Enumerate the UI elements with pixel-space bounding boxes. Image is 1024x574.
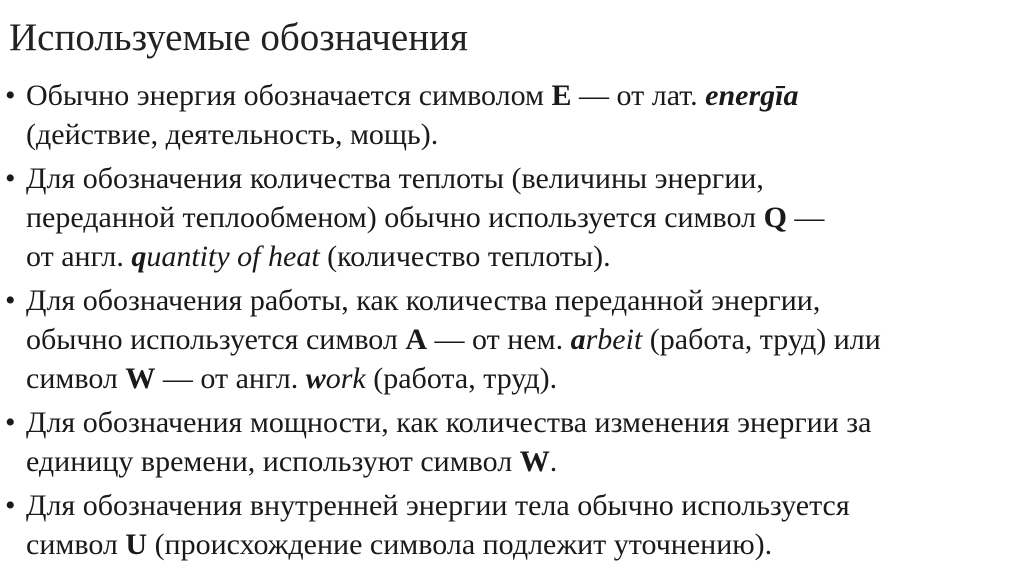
text: . (549, 445, 558, 478)
text: обычно используется символ (26, 323, 406, 356)
bullet-line: Для обозначения внутренней энергии тела обычно используется (26, 489, 850, 522)
latin-term: energīa (705, 79, 799, 112)
bullet-line (26, 76, 1024, 115)
bullet-dot-icon: • (5, 79, 16, 112)
bullet-line: Для обозначения работы, как количества переданной энергии, (26, 284, 821, 317)
bullet-line (26, 198, 1024, 237)
bullet-line (26, 359, 1024, 398)
bullet-item-energy (0, 76, 1024, 154)
text: — от нем. (427, 323, 571, 356)
text: — (786, 201, 825, 234)
text: — от лат. (571, 79, 706, 112)
bullet-dot-icon: • (5, 284, 16, 317)
text: (работа, труд) или (642, 323, 881, 356)
bullet-line (26, 525, 1024, 564)
text: символ (26, 528, 126, 561)
text: — от англ. (155, 362, 306, 395)
text: (количество теплоты). (319, 240, 611, 273)
bullet-line: Для обозначения количества теплоты (величины энергии, (26, 162, 764, 195)
text: единицу времени, используют символ (26, 445, 520, 478)
bullet-line (26, 442, 1024, 481)
symbol-w: W (125, 362, 156, 395)
english-term-initial: q (131, 240, 147, 273)
bullet-item-power (0, 403, 1024, 481)
text: (работа, труд). (365, 362, 558, 395)
bullet-item-heat (0, 159, 1024, 276)
symbol-q: Q (763, 201, 787, 234)
slide-title: Используемые обозначения (9, 16, 468, 59)
text: от англ. (26, 240, 132, 273)
text: Обычно энергия обозначается символом (26, 79, 552, 112)
bullet-item-internal-energy (0, 486, 1024, 564)
bullet-list (0, 76, 1024, 569)
bullet-item-work (0, 281, 1024, 398)
text: (происхождение символа подлежит уточнению). (147, 528, 773, 561)
bullet-line (26, 237, 1024, 276)
english-term: ork (325, 362, 366, 395)
bullet-dot-icon: • (5, 406, 16, 439)
symbol-w: W (519, 445, 550, 478)
text: символ (26, 362, 126, 395)
english-term-initial: w (305, 362, 326, 395)
bullet-line: Для обозначения мощности, как количества изменения энергии за (26, 406, 872, 439)
german-term: rbeit (585, 323, 643, 356)
bullet-dot-icon: • (5, 162, 16, 195)
symbol-e: E (551, 79, 572, 112)
german-term-initial: a (570, 323, 586, 356)
bullet-line: (действие, деятельность, мощь). (26, 118, 439, 151)
english-term: uantity of heat (146, 240, 320, 273)
symbol-u: U (125, 528, 148, 561)
text: переданной теплообменом) обычно используется символ (26, 201, 764, 234)
bullet-line (26, 320, 1024, 359)
symbol-a: A (405, 323, 428, 356)
bullet-dot-icon: • (5, 489, 16, 522)
